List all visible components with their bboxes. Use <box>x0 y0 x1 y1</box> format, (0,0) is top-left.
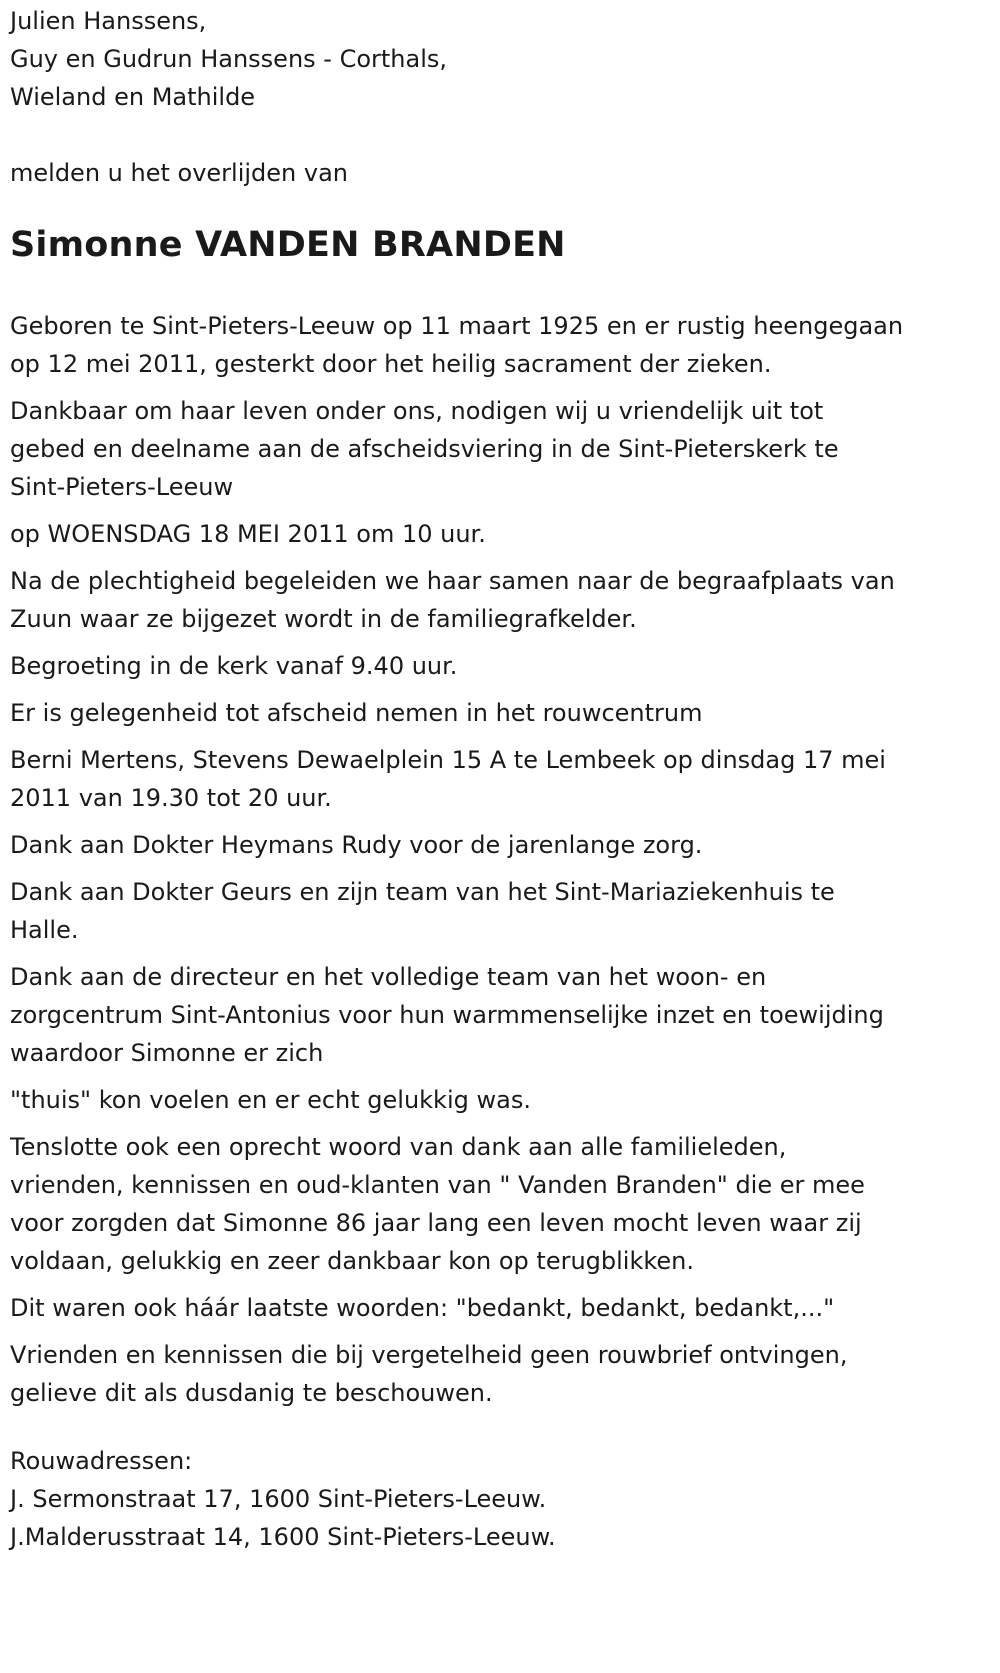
senders-block <box>10 2 990 116</box>
address-line: J. Sermonstraat 17, 1600 Sint-Pieters-Leeuw. <box>10 1485 547 1513</box>
paragraph-farewell: Er is gelegenheid tot afscheid nemen in het rouwcentrum <box>10 699 703 727</box>
announcement-text: melden u het overlijden van <box>10 159 348 187</box>
deceased-name: Simonne VANDEN BRANDEN <box>10 225 566 265</box>
sender-line: Guy en Gudrun Hanssens - Corthals, <box>10 45 448 73</box>
addresses-block <box>10 1442 990 1556</box>
paragraph-thanks-family: Tenslotte ook een oprecht woord van dank aan alle familieleden, vrienden, kennissen en oud-klanten van " Vanden Branden" die er mee voor zorgden dat Simonne 86 jaar lang een leven mocht leven waar zij voldaan, gelukkig en zeer dankbaar kon op terugblikken. <box>10 1133 865 1275</box>
paragraph-burial: Na de plechtigheid begeleiden we haar samen naar de begraafplaats van Zuun waar ze bijgezet wordt in de familiegrafkelder. <box>10 567 895 633</box>
paragraph-thanks-doctor: Dank aan Dokter Heymans Rudy voor de jarenlange zorg. <box>10 831 703 859</box>
paragraph-ceremony-date: op WOENSDAG 18 MEI 2011 om 10 uur. <box>10 520 486 548</box>
death-notice <box>10 0 990 1556</box>
addresses-label: Rouwadressen: <box>10 1447 193 1475</box>
paragraph-birth-death: Geboren te Sint-Pieters-Leeuw op 11 maart 1925 en er rustig heengegaan op 12 mei 2011, gesterkt door het heilig sacrament der zieken. <box>10 312 904 378</box>
paragraph-thanks-hospital: Dank aan Dokter Geurs en zijn team van het Sint-Mariaziekenhuis te Halle. <box>10 878 835 944</box>
paragraph-invitation: Dankbaar om haar leven onder ons, nodigen wij u vriendelijk uit tot gebed en deelname aan de afscheidsviering in de Sint-Pieterskerk te Sint-Pieters-Leeuw <box>10 397 839 501</box>
paragraph-thanks-care-center: Dank aan de directeur en het volledige team van het woon- en zorgcentrum Sint-Antonius voor hun warmmenselijke inzet en toewijding waardoor Simonne er zich <box>10 963 884 1067</box>
sender-line: Wieland en Mathilde <box>10 83 256 111</box>
address-line: J.Malderusstraat 14, 1600 Sint-Pieters-Leeuw. <box>10 1523 556 1551</box>
paragraph-no-letter: Vrienden en kennissen die bij vergetelheid geen rouwbrief ontvingen, gelieve dit als dusdanig te beschouwen. <box>10 1341 848 1407</box>
paragraph-home-feeling: "thuis" kon voelen en er echt gelukkig was. <box>10 1086 531 1114</box>
paragraph-last-words: Dit waren ook háár laatste woorden: "bedankt, bedankt, bedankt,..." <box>10 1294 835 1322</box>
sender-line: Julien Hanssens, <box>10 7 207 35</box>
paragraph-funeral-home: Berni Mertens, Stevens Dewaelplein 15 A te Lembeek op dinsdag 17 mei 2011 van 19.30 tot 20 uur. <box>10 746 886 812</box>
notice-body <box>10 307 990 1412</box>
paragraph-greeting: Begroeting in de kerk vanaf 9.40 uur. <box>10 652 458 680</box>
